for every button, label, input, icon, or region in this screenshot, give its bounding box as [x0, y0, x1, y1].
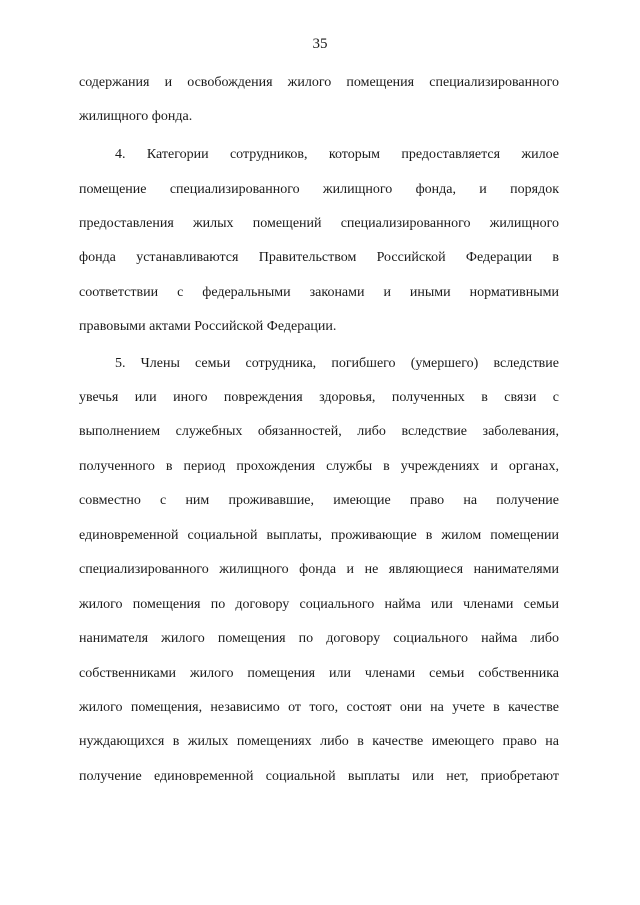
text-line: 5. Члены семьи сотрудника, погибшего (умершего) вследствие — [115, 356, 559, 371]
text-line: соответствии с федеральными законами и иными нормативными — [79, 285, 559, 300]
text-line: помещение специализированного жилищного фонда, и порядок — [79, 182, 559, 197]
text-line: жилого помещения по договору социального найма или членами семьи — [79, 597, 559, 612]
page-number: 35 — [312, 36, 328, 52]
text-line: фонда устанавливаются Правительством Российской Федерации в — [79, 250, 559, 265]
text-line: собственниками жилого помещения или членами семьи собственника — [79, 666, 559, 681]
text-line: нанимателя жилого помещения по договору социального найма либо — [79, 631, 559, 646]
text-line: увечья или иного повреждения здоровья, полученных в связи с — [79, 390, 559, 405]
text-line: жилого помещения, независимо от того, состоят они на учете в качестве — [79, 700, 559, 715]
text-line: совместно с ним проживавшие, имеющие право на получение — [79, 493, 559, 508]
text-line: полученного в период прохождения службы в учреждениях и органах, — [79, 459, 559, 474]
text-line: жилищного фонда. — [79, 109, 193, 124]
text-line: получение единовременной социальной выплаты или нет, приобретают — [79, 769, 559, 784]
text-line: нуждающихся в жилых помещениях либо в качестве имеющего право на — [79, 734, 559, 749]
text-line: выполнением служебных обязанностей, либо вследствие заболевания, — [79, 424, 559, 439]
text-line: предоставления жилых помещений специализированного жилищного — [79, 216, 559, 231]
text-line: правовыми актами Российской Федерации. — [79, 319, 337, 334]
text-line: специализированного жилищного фонда и не являющиеся нанимателями — [79, 562, 559, 577]
text-line: единовременной социальной выплаты, проживающие в жилом помещении — [79, 528, 559, 543]
text-line: 4. Категории сотрудников, которым предоставляется жилое — [115, 147, 559, 162]
text-line: содержания и освобождения жилого помещения специализированного — [79, 75, 559, 90]
